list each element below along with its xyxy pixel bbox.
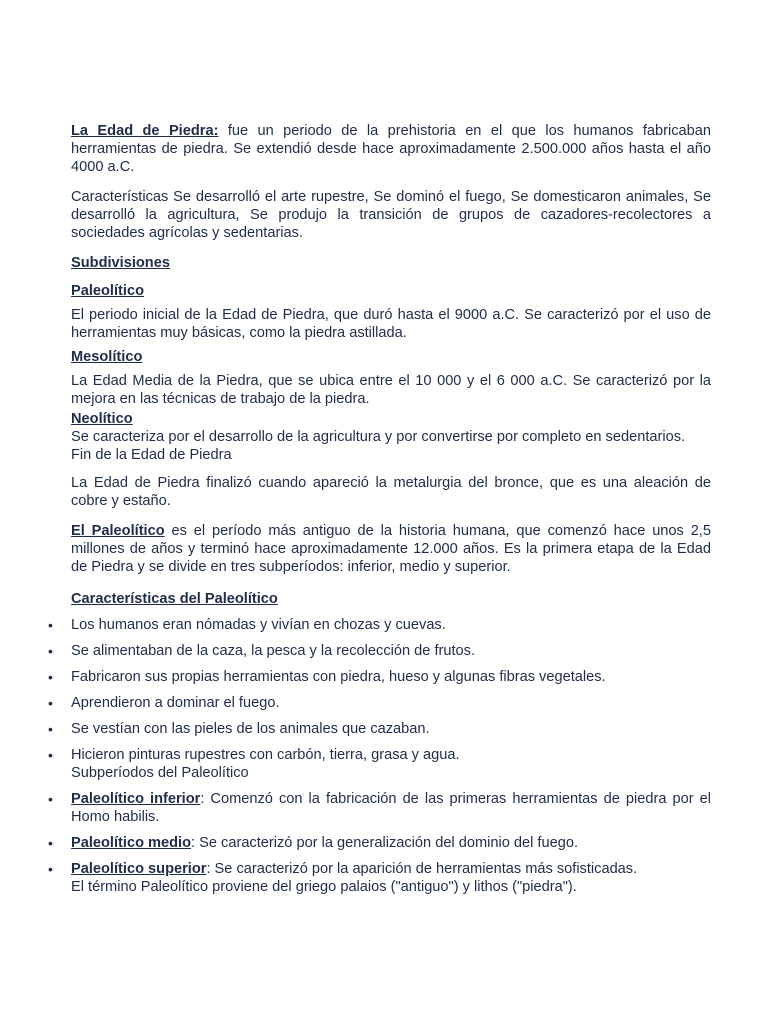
- subperiods-list: [48, 790, 712, 896]
- mesolithic-heading: Mesolítico: [71, 349, 143, 365]
- bullet-icon: •: [48, 669, 53, 685]
- subdivisions-heading: Subdivisiones: [71, 255, 170, 271]
- paleolithic-paragraph: El periodo inicial de la Edad de Piedra, que duró hasta el 9000 a.C. Se caracterizó por el uso de herramientas muy básicas, como la piedra astillada.: [71, 307, 711, 341]
- bullet-icon: •: [48, 791, 53, 807]
- list-item: [48, 790, 712, 826]
- intro-term: La Edad de Piedra:: [71, 123, 219, 139]
- bullet-icon: •: [48, 643, 53, 659]
- list-item-text: Aprendieron a dominar el fuego.: [71, 695, 280, 711]
- list-item: [48, 668, 711, 686]
- list-item-text: Fabricaron sus propias herramientas con piedra, hueso y algunas fibras vegetales.: [71, 669, 606, 685]
- list-item-text: Los humanos eran nómadas y vivían en chozas y cuevas.: [71, 617, 446, 633]
- subperiod-text: : Se caracterizó por la generalización del dominio del fuego.: [191, 835, 578, 851]
- list-item: [48, 616, 711, 634]
- list-item: [48, 834, 711, 852]
- paleolithic-heading: Paleolítico: [71, 283, 144, 299]
- list-item: [48, 694, 711, 712]
- intro-paragraph: [71, 122, 711, 176]
- bullet-icon: •: [48, 747, 53, 763]
- list-item-text: Se alimentaban de la caza, la pesca y la recolección de frutos.: [71, 643, 475, 659]
- neolithic-paragraph: Se caracteriza por el desarrollo de la agricultura y por convertirse por completo en sedentarios.: [71, 429, 686, 445]
- list-item: [48, 642, 711, 660]
- document-page: [48, 122, 712, 896]
- list-item: [48, 720, 711, 738]
- list-item: [48, 860, 711, 896]
- bullet-icon: •: [48, 721, 53, 737]
- list-item-text: Se vestían con las pieles de los animales que cazaban.: [71, 721, 430, 737]
- general-characteristics-paragraph: Características Se desarrolló el arte rupestre, Se dominó el fuego, Se domesticaron animales, Se desarrolló la agricultura, Se produjo la transición de grupos de cazadores-recolectores a sociedades agrícolas y sedentarias.: [71, 189, 711, 241]
- subperiod-text: : Comenzó con la fabricación de las primeras herramientas de piedra por el Homo habilis.: [71, 791, 712, 825]
- bullet-icon: •: [48, 695, 53, 711]
- subperiod-text: : Se caracterizó por la aparición de herramientas más sofisticadas.: [206, 861, 638, 877]
- bullet-icon: •: [48, 617, 53, 633]
- subperiod-term: Paleolítico superior: [71, 861, 207, 877]
- el-paleolitico-text: es el período más antiguo de la historia humana, que comenzó hace unos 2,5 millones de años y terminó hace aproximadamente 12.000 años. Es la primera etapa de la Edad de Piedra y se divide en tres subperíodos: inferior, medio y superior.: [71, 523, 711, 575]
- el-paleolitico-term: El Paleolítico: [71, 523, 165, 539]
- subperiod-term: Paleolítico inferior: [71, 791, 201, 807]
- mesolithic-paragraph: La Edad Media de la Piedra, que se ubica entre el 10 000 y el 6 000 a.C. Se caracterizó por la mejora en las técnicas de trabajo de la piedra.: [71, 373, 711, 407]
- intro-text: fue un periodo de la prehistoria en el que los humanos fabricaban herramientas de piedra. Se extendió desde hace aproximadamente 2.500.000 años hasta el año 4000 a.C.: [71, 123, 711, 175]
- el-paleolitico-paragraph: [71, 522, 711, 576]
- end-paragraph: La Edad de Piedra finalizó cuando apareció la metalurgia del bronce, que es una aleación de cobre y estaño.: [71, 475, 711, 509]
- subperiod-term: Paleolítico medio: [71, 835, 192, 851]
- bullet-icon: •: [48, 835, 53, 851]
- paleolithic-characteristics-heading: Características del Paleolítico: [71, 591, 278, 607]
- list-item: [48, 746, 711, 782]
- bullet-icon: •: [48, 861, 53, 877]
- neolithic-heading: Neolítico: [71, 411, 133, 427]
- end-of-stone-age-label: Fin de la Edad de Piedra: [71, 447, 232, 463]
- closing-text: El término Paleolítico proviene del griego palaios ("antiguo") y lithos ("piedra").: [71, 879, 577, 895]
- characteristics-list: [48, 616, 711, 782]
- subperiods-label: Subperíodos del Paleolítico: [71, 765, 249, 781]
- list-item-text: Hicieron pinturas rupestres con carbón, tierra, grasa y agua.: [71, 747, 460, 763]
